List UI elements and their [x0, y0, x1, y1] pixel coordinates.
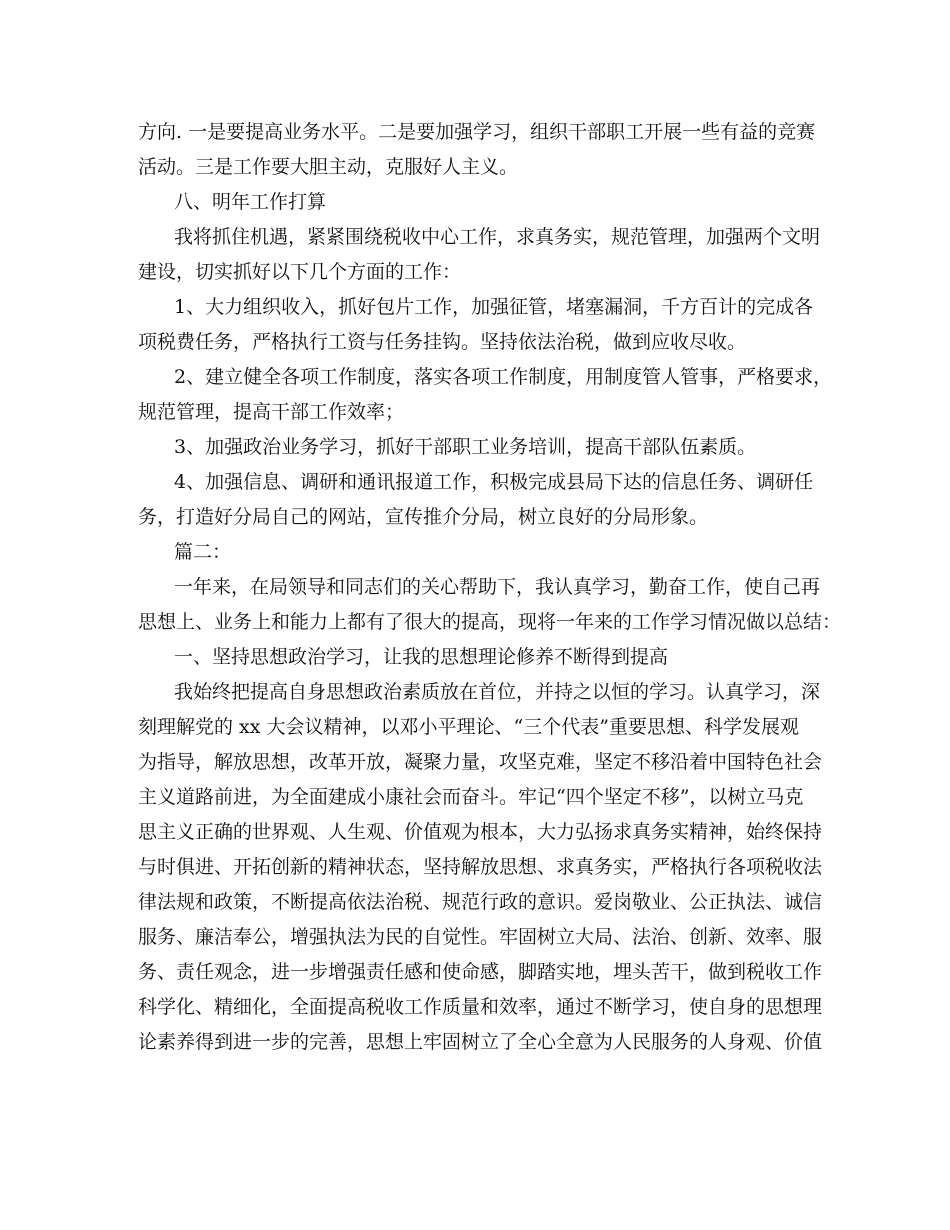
section-heading: 八、明年工作打算 [174, 191, 327, 213]
text-line: 务，打造好分局自己的网站，宣传推介分局，树立良好的分局形象。 [138, 506, 709, 528]
text-line: 活动。三是工作要大胆主动，克服好人主义。 [138, 156, 519, 178]
text-line: 思想上、业务上和能力上都有了很大的提高，现将一年来的工作学习情况做以总结： [138, 611, 842, 633]
text-line: 务、责任观念，进一步增强责任感和使命感，脚踏实地，埋头苦干，做到税收工作 [138, 961, 823, 983]
text-line: 为指导，解放思想，改革开放，凝聚力量，攻坚克难，坚定不移沿着中国特色社会 [138, 751, 823, 773]
text-line: 主义道路前进，为全面建成小康社会而奋斗。牢记“四个坚定不移”，以树立马克 [138, 786, 804, 808]
text-line: 思主义正确的世界观、人生观、价值观为根本，大力弘扬求真务实精神，始终保持 [138, 821, 823, 843]
text-line: 我始终把提高自身思想政治素质放在首位，并持之以恒的学习。认真学习，深 [174, 681, 821, 703]
text-line: 论素养得到进一步的完善，思想上牢固树立了全心全意为人民服务的人身观、价值 [138, 1031, 823, 1053]
text-line: 刻理解党的 xx 大会议精神，以邓小平理论、“三个代表”重要思想、科学发展观 [138, 716, 799, 738]
section-heading: 篇二： [174, 541, 232, 563]
text-line: 建设，切实抓好以下几个方面的工作： [138, 261, 462, 283]
text-line: 一年来，在局领导和同志们的关心帮助下，我认真学习，勤奋工作，使自己再 [174, 576, 821, 598]
text-line: 方向. 一是要提高业务水平。二是要加强学习，组织干部职工开展一些有益的竞赛 [138, 121, 816, 143]
text-line: 与时俱进、开拓创新的精神状态，坚持解放思想、求真务实，严格执行各项税收法 [138, 856, 823, 878]
text-line: 科学化、精细化，全面提高税收工作质量和效率，通过不断学习，使自身的思想理 [138, 996, 823, 1018]
text-line: 服务、廉洁奉公，增强执法为民的自觉性。牢固树立大局、法治、创新、效率、服 [138, 926, 823, 948]
section-heading: 一、坚持思想政治学习，让我的思想理论修养不断得到提高 [174, 646, 669, 668]
list-item: 3、加强政治业务学习，抓好干部职工业务培训，提高干部队伍素质。 [174, 436, 757, 458]
text-line: 项税费任务，严格执行工资与任务挂钩。坚持依法治税，做到应收尽收。 [138, 331, 747, 353]
text-line: 规范管理，提高干部工作效率； [138, 401, 405, 423]
list-item: 1、大力组织收入，抓好包片工作，加强征管，堵塞漏洞，千方百计的完成各 [174, 296, 814, 318]
list-item: 4、加强信息、调研和通讯报道工作，积极完成县局下达的信息任务、调研任 [174, 471, 814, 493]
text-line: 律法规和政策，不断提高依法治税、规范行政的意识。爱岗敬业、公正执法、诚信 [138, 891, 823, 913]
text-line: 我将抓住机遇，紧紧围绕税收中心工作，求真务实，规范管理，加强两个文明 [174, 226, 821, 248]
list-item: 2、建立健全各项工作制度，落实各项工作制度，用制度管人管事，严格要求， [174, 366, 833, 388]
